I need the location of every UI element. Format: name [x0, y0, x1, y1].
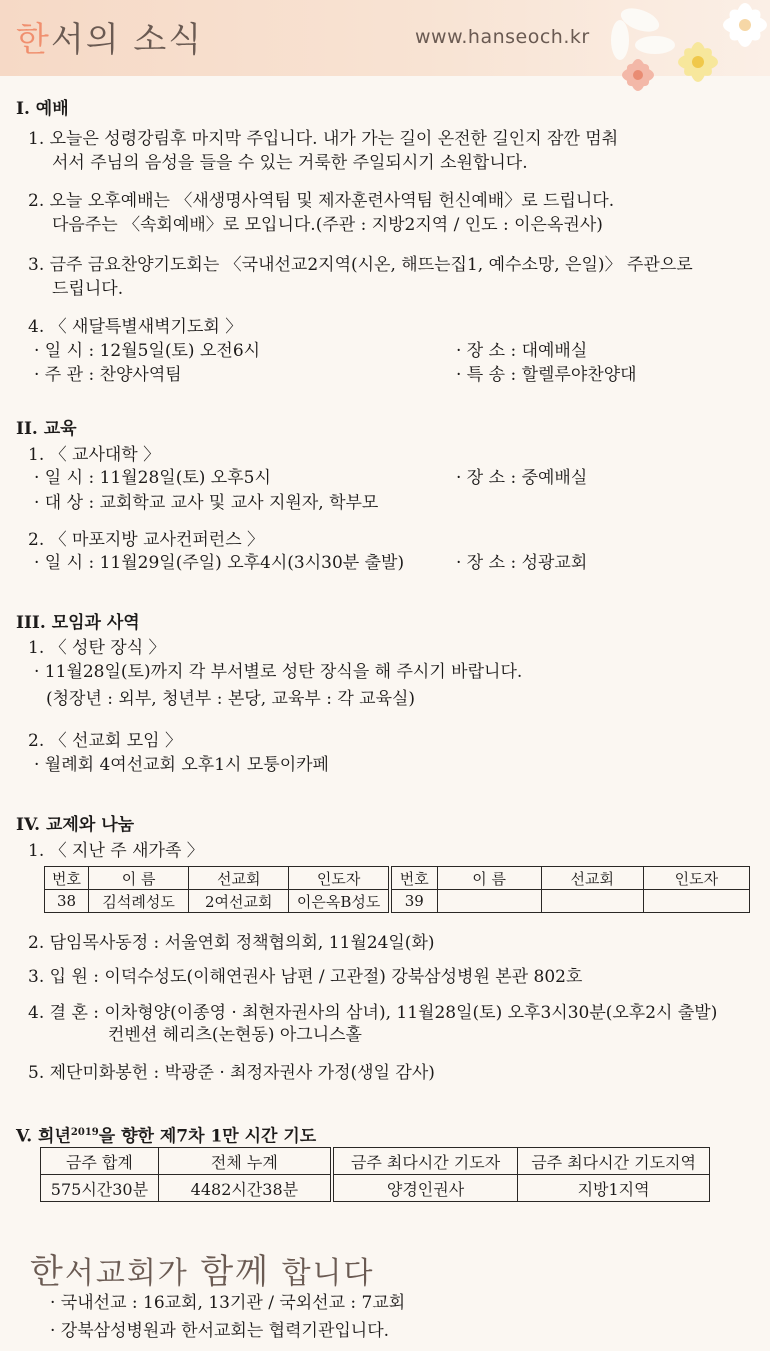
fellowship-item-3: 3. 입 원 : 이덕수성도(이해연권사 남편 / 고관절) 강북삼성병원 본관 802호 [28, 967, 583, 987]
title-rest: 서의 소식 [50, 20, 204, 60]
table-header-cell: 금주 최다시간 기도자 [332, 1148, 518, 1175]
table-cell [643, 890, 749, 913]
ministry-item-2-title: 2. 〈 선교회 모임 〉 [28, 731, 182, 751]
worship-item-2-line1: 2. 오늘 오후예배는 〈새생명사역팀 및 제자훈련사역팀 헌신예배〉로 드립니다. [28, 191, 615, 211]
table-header-cell: 금주 최다시간 기도지역 [518, 1148, 710, 1175]
worship-item-4-song: · 특 송 : 할렐루야찬양대 [456, 365, 637, 385]
table-cell: 지방1지역 [518, 1175, 710, 1202]
footer-slogan [30, 1244, 375, 1293]
title-accent: 한 [16, 20, 51, 60]
slogan-part: 합니다 [270, 1256, 375, 1291]
table-header-cell: 인도자 [643, 867, 749, 890]
prayer-heading-year: 2019 [70, 1127, 99, 1138]
table-row [41, 1175, 710, 1202]
table-cell: 39 [390, 890, 437, 913]
table-header-cell: 인도자 [289, 867, 390, 890]
fellowship-item-1-title: 1. 〈 지난 주 새가족 〉 [28, 841, 204, 861]
worship-item-4-place: · 장 소 : 대예배실 [456, 341, 588, 361]
table-header-row [41, 1148, 710, 1175]
table-header-cell: 번호 [390, 867, 437, 890]
worship-item-3-line2: 드립니다. [52, 279, 124, 299]
education-item-1-target: · 대 상 : 교회학교 교사 및 교사 지원자, 학부모 [34, 493, 379, 513]
ministry-item-1-line2: (청장년 : 외부, 청년부 : 본당, 교육부 : 각 교육실) [46, 689, 416, 709]
table-header-cell: 이 름 [437, 867, 541, 890]
worship-item-4-host: · 주 관 : 찬양사역팀 [34, 365, 182, 385]
table-cell [437, 890, 541, 913]
slogan-part: 서교회가 [64, 1256, 201, 1291]
section-heading-education: II. 교육 [16, 419, 77, 439]
table-cell [541, 890, 643, 913]
worship-item-4-date: · 일 시 : 12월5일(토) 오전6시 [34, 341, 261, 361]
prayer-heading-pre: V. 희년 [16, 1126, 71, 1147]
prayer-heading-post: 을 향한 제7차 1만 시간 기도 [98, 1126, 317, 1147]
footer-mission-line: · 국내선교 : 16교회, 13기관 / 국외선교 : 7교회 [50, 1293, 406, 1313]
slogan-part: 함께 [200, 1252, 271, 1292]
flower-decoration-icon [580, 0, 770, 105]
section-heading-fellowship: IV. 교제와 나눔 [16, 815, 135, 835]
education-item-1-date: · 일 시 : 11월28일(토) 오후5시 [34, 468, 271, 488]
fellowship-item-4-line2: 컨벤션 헤리츠(논현동) 아그니스홀 [108, 1025, 362, 1045]
ministry-item-1-title: 1. 〈 성탄 장식 〉 [28, 638, 166, 658]
prayer-summary-table [40, 1147, 710, 1202]
table-cell: 38 [45, 890, 89, 913]
fellowship-item-4-line1: 4. 결 혼 : 이차형양(이종영 · 최현자권사의 삼녀), 11월28일(토) 오후3시30분(오후2시 출발) [28, 1003, 718, 1023]
table-header-row [45, 867, 750, 890]
table-header-cell: 번호 [45, 867, 89, 890]
table-cell: 김석례성도 [89, 890, 189, 913]
worship-item-1-line2: 서서 주님의 음성을 들을 수 있는 거룩한 주일되시기 소원합니다. [52, 153, 528, 173]
table-header-cell: 선교회 [189, 867, 289, 890]
table-header-cell: 이 름 [89, 867, 189, 890]
table-header-cell: 금주 합계 [41, 1148, 159, 1175]
table-row [45, 890, 750, 913]
slogan-part: 한 [30, 1252, 65, 1292]
table-cell: 575시간30분 [41, 1175, 159, 1202]
section-heading-prayer [16, 1122, 316, 1148]
worship-item-4-title: 4. 〈 새달특별새벽기도회 〉 [28, 317, 243, 337]
table-cell: 4482시간38분 [158, 1175, 332, 1202]
table-header-cell: 선교회 [541, 867, 643, 890]
website-url[interactable]: www.hanseoch.kr [415, 26, 590, 48]
table-cell: 양경인권사 [332, 1175, 518, 1202]
newsletter-title [16, 12, 203, 61]
footer-partner-line: · 강북삼성병원과 한서교회는 협력기관입니다. [50, 1321, 390, 1341]
section-heading-ministry: III. 모임과 사역 [16, 613, 140, 633]
worship-item-2-line2: 다음주는 〈속회예배〉로 모입니다.(주관 : 지방2지역 / 인도 : 이은옥권사) [52, 215, 603, 235]
ministry-item-1-line1: · 11월28일(토)까지 각 부서별로 성탄 장식을 해 주시기 바랍니다. [34, 662, 523, 682]
table-header-cell: 전체 누계 [158, 1148, 332, 1175]
table-cell: 이은옥B성도 [289, 890, 390, 913]
education-item-2-title: 2. 〈 마포지방 교사컨퍼런스 〉 [28, 530, 265, 550]
education-item-1-title: 1. 〈 교사대학 〉 [28, 445, 161, 465]
ministry-item-2-line1: · 월례회 4여선교회 오후1시 모퉁이카페 [34, 755, 329, 775]
new-family-table [44, 866, 750, 913]
education-item-2-date: · 일 시 : 11월29일(주일) 오후4시(3시30분 출발) [34, 553, 405, 573]
section-heading-worship: I. 예배 [16, 99, 69, 119]
worship-item-3-line1: 3. 금주 금요찬양기도회는 〈국내선교2지역(시온, 해뜨는집1, 예수소망, 은일)〉 주관으로 [28, 255, 693, 275]
worship-item-1-line1: 1. 오늘은 성령강림후 마지막 주입니다. 내가 가는 길이 온전한 길인지 잠깐 멈춰 [28, 129, 619, 149]
education-item-2-place: · 장 소 : 성광교회 [456, 553, 588, 573]
fellowship-item-5: 5. 제단미화봉헌 : 박광준 · 최정자권사 가정(생일 감사) [28, 1063, 435, 1083]
education-item-1-place: · 장 소 : 중예배실 [456, 468, 588, 488]
fellowship-item-2: 2. 담임목사동정 : 서울연회 정책협의회, 11월24일(화) [28, 933, 435, 953]
table-cell: 2여선교회 [189, 890, 289, 913]
